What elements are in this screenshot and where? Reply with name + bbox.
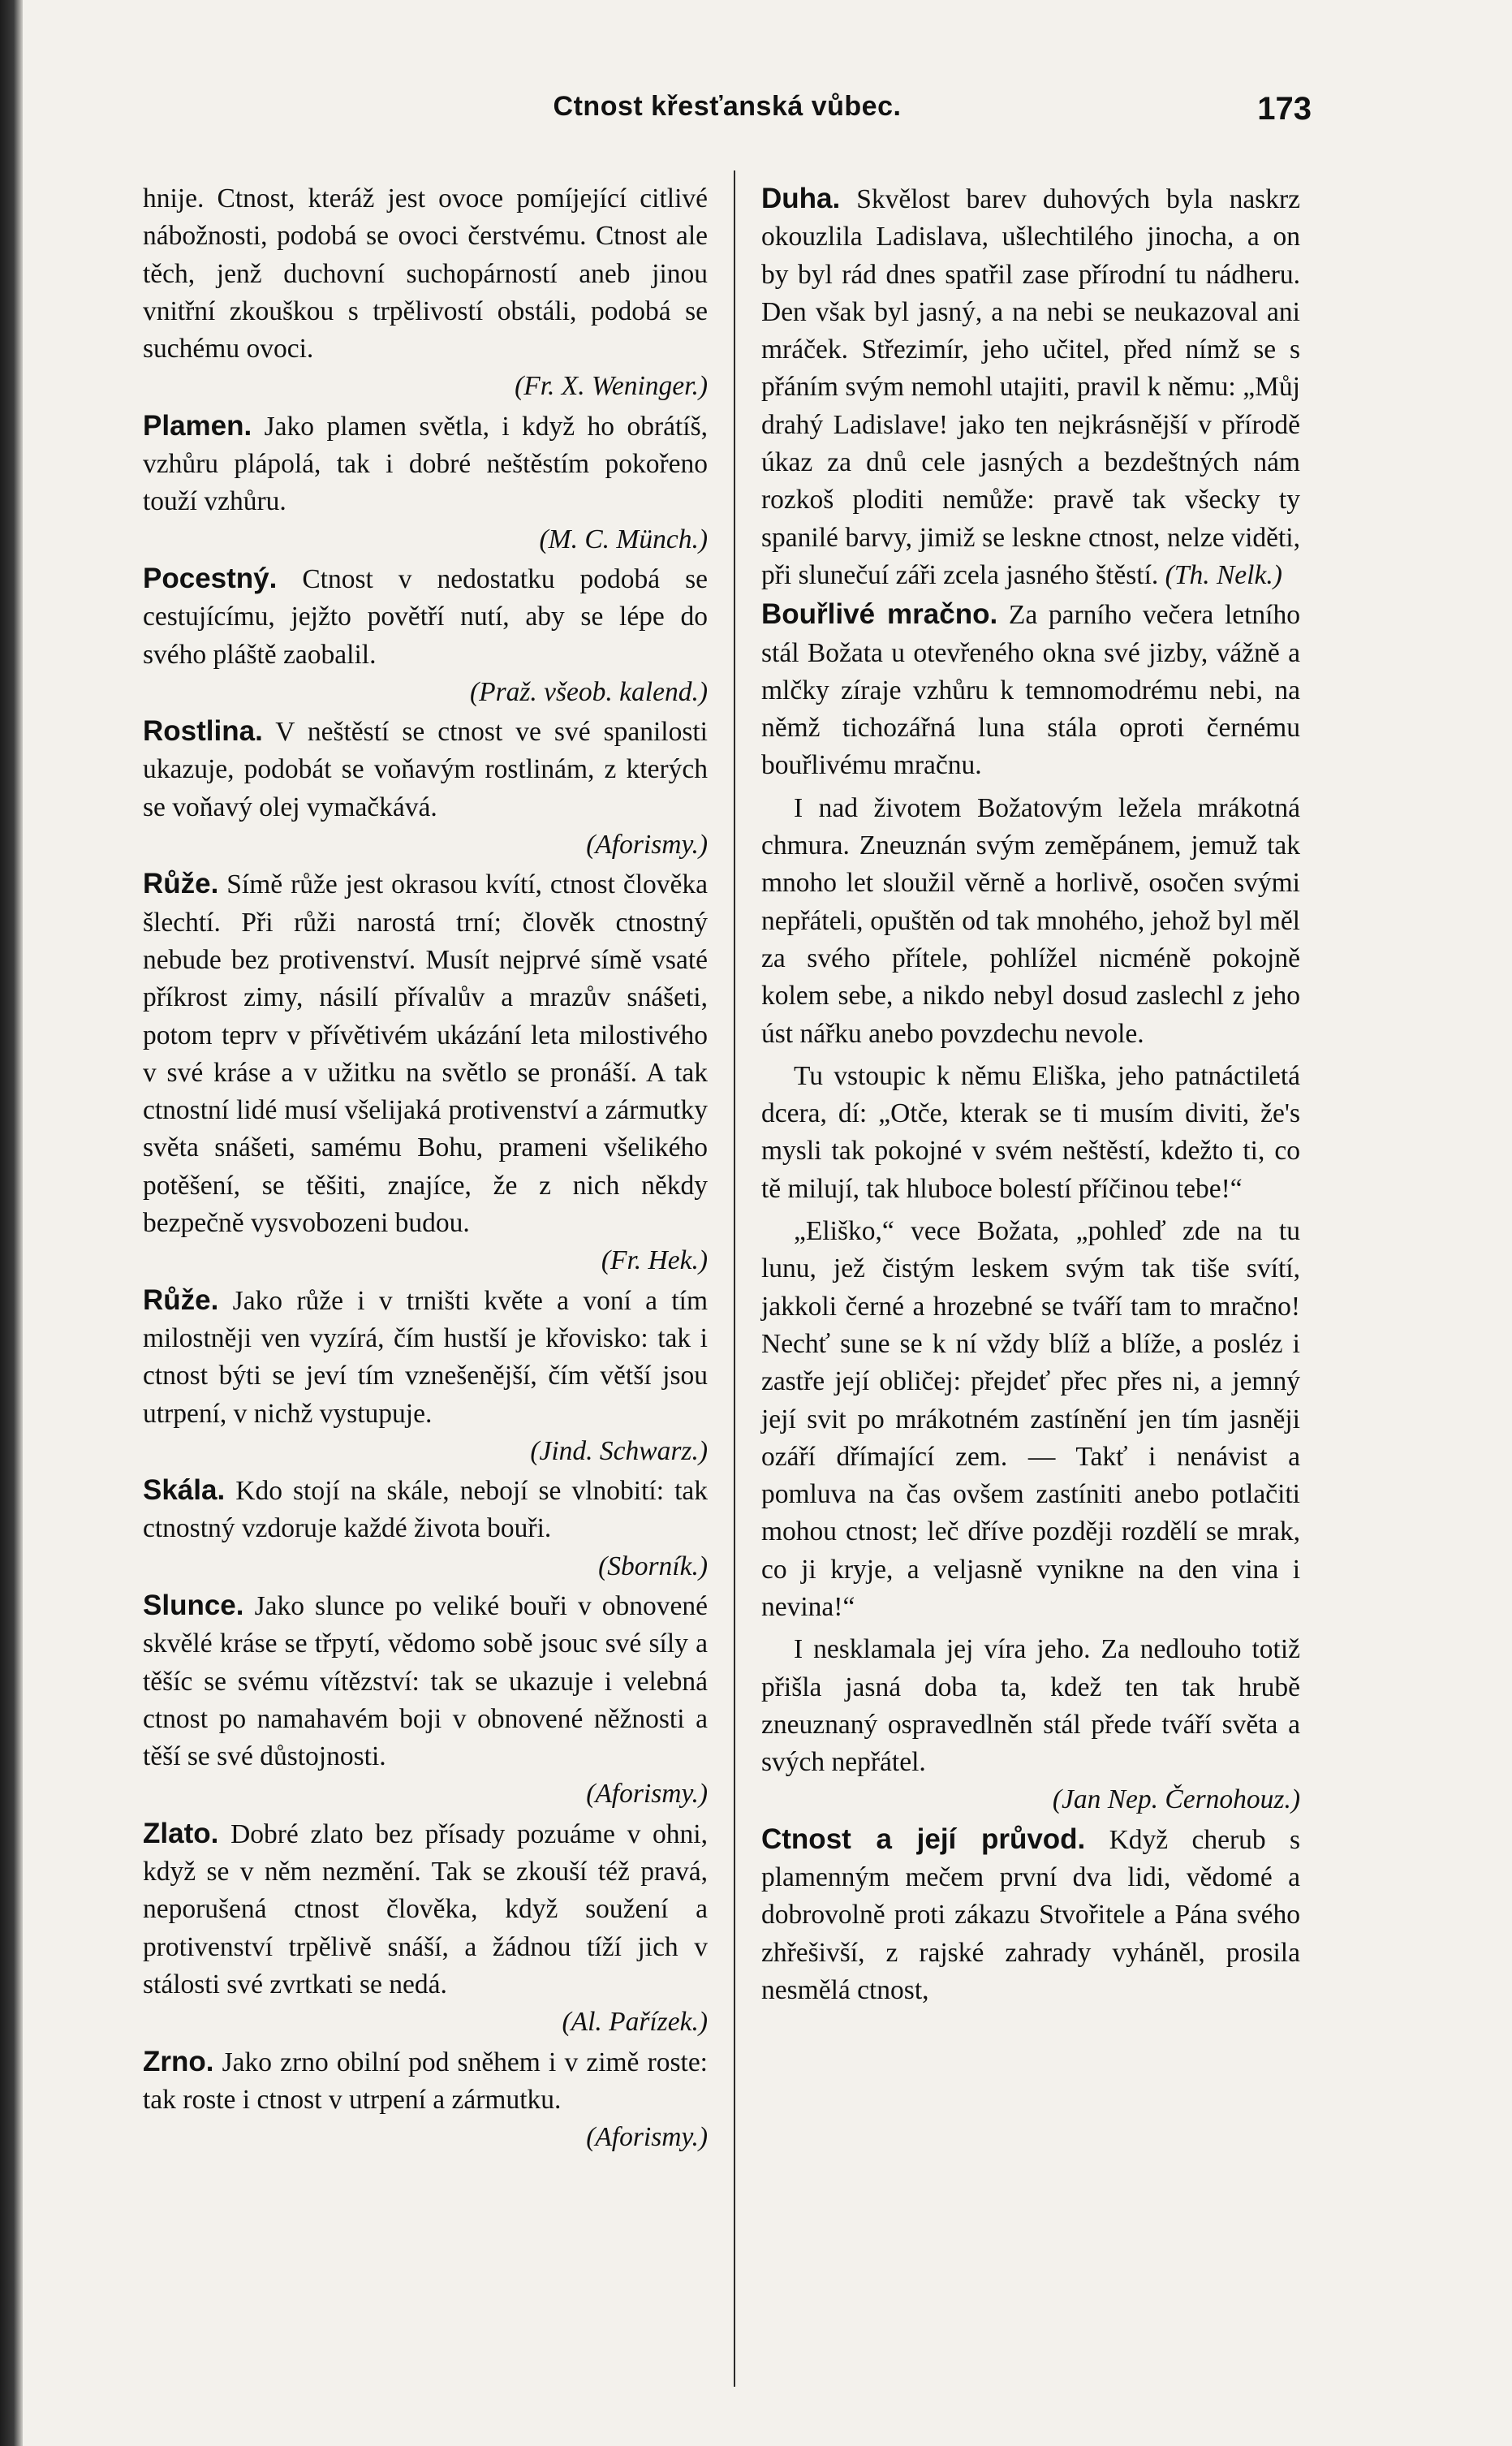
entry-zrno: [143, 2043, 708, 2157]
entry-source: (Fr. Hek.): [601, 1245, 708, 1276]
entry-zlato: [143, 1815, 708, 2042]
entry-term: Zlato.: [143, 1817, 219, 1849]
entry-source: (Aforismy.): [586, 830, 708, 861]
entry-source: (Praž. všeob. kalend.): [469, 676, 708, 707]
paragraph: [761, 596, 1300, 784]
entry-source: (Aforismy.): [586, 1779, 708, 1810]
column-divider: [734, 170, 735, 2387]
entry-text: Dobré zlato bez přísady pozuáme v ohni, když se v něm nezmění. Tak se zkouší též pravá, neporušená ctnost člověka, když soužení a protivenství trpělivě snáší, a žádnou tíží jich v stálosti své zvrtkati se nedá.: [143, 1818, 708, 2000]
paragraph: Tu vstoupic k němu Eliška, jeho patnáctiletá dcera, dí: „Otče, kterak se ti musím diviti, že's mysli tak pokojné v svém neštěstí, kdežto ti, co tě milují, tak hluboce bolestí příčinou tebe!“: [761, 1060, 1300, 1204]
entry-ruze-2: [143, 1282, 708, 1470]
entry-source: (Fr. X. Weninger.): [515, 371, 708, 402]
paragraph: „Eliško,“ vece Božata, „pohleď zde na tu lunu, jež čistým leskem svým tak tiše svítí, jakkoli černé a hrozebné se tváří tam to mračno! Nechť sune se k ní vždy blíž a blíže, a posléz i zastře její obličej: přejdeť přec přes ni, a jemný její svit po mrákotném zastínění jen tím jasněji ozáří dřímající zem. — Takť i nenávist a pomluva na čas ovšem zastíniti anebo potlačiti mohou ctnost; leč dříve později rozdělí se mrak, co ji kryje, a veljasně vynikne na den vina i nevina!“: [761, 1216, 1300, 1622]
entry-source: (Jan Nep. Černohouz.): [1052, 1784, 1300, 1815]
entry-pocestny: [143, 560, 708, 711]
entry-text: V neštěstí se ctnost ve své spanilosti ukazuje, podobát se voňavým rostlinám, z kterých se voňavý olej vymačkává.: [143, 717, 708, 822]
entry-term: Růže.: [143, 868, 219, 900]
entry-text: Skvělost barev duhových byla naskrz okouzlila Ladislava, ušlechtilého jinocha, a on by byl rád dnes spatřil zase přírodní tu nádheru. Den však byl jasný, a na nebi se neukazoval ani mráček. Střezimír, jeho učitel, před nímž se s přáním svým nemohl utajiti, pravil k němu: „Můj drahý Ladislave! jako ten nejkrásnější v přírodě úkaz za dnů cele jasných a bezdeštných nám rozkoš ploditi nemůže: pravě tak všecky ty spanilé barvy, jimiž se leskne ctnost, nelze viděti, při slunečuí záři zcela jasného štěstí.: [761, 184, 1300, 590]
entry-term: Duha.: [761, 183, 841, 214]
entry-slunce: [143, 1587, 708, 1814]
entry-source: (Sborník.): [598, 1551, 708, 1581]
right-column: [761, 180, 1300, 2009]
entry-source: (Jind. Schwarz.): [530, 1435, 708, 1466]
entry-rostlina: [143, 713, 708, 864]
paragraph: I nad životem Božatovým ležela mrákotná chmura. Zneuznán svým zeměpánem, jemuž tak mnoho let sloužil věrně a horlivě, osočen svými nepřáteli, opuštěn od tak mnohého, jehož byl měl za svého přítele, pohlížel nicméně pokojně kolem sebe, a nikdo nebyl dosud zaslechl z jeho úst nářku anebo povzdechu nevole.: [761, 792, 1300, 1049]
entry-term: Ctnost a její průvod.: [761, 1823, 1086, 1855]
running-title: Ctnost křesťanská vůbec.: [553, 91, 902, 122]
entry-term: Bouřlivé mračno.: [761, 598, 998, 631]
entry-ruze-1: [143, 865, 708, 1279]
entry-text: Símě růže jest okrasou kvítí, ctnost člověka šlechtí. Při růži narostá trní; člověk ctnostný nebude bez protivenství. Musít nejprvé símě vsaté příkrost zimy, násilí přívalův a mrazův snášeti, potom teprv v přívětivém ukázání leta milostivého v své kráse a v užitku na světlo se pronáší. A tak ctnostní lidé musí všelijaká protivenství a zármutky světa snášeti, samému Bohu, prameni všelikého potěšení, se těšiti, znajíce, že z nich někdy bezpečně vysvobozeni budou.: [143, 869, 708, 1239]
entry-source: (Aforismy.): [586, 2122, 708, 2153]
entry-duha: [761, 180, 1300, 594]
entry-source: (Al. Pařízek.): [562, 2007, 708, 2038]
entry-term: Skála.: [143, 1474, 226, 1507]
entry-text: Jako slunce po veliké bouři v obnovené skvělé kráse se třpytí, vědomo sobě jsouc své síly a těšíc se svému vítězství: tak se ukazuje i velebná ctnost po namahavém boji v obnovené něžnosti a těší se své důstojnosti.: [143, 1590, 709, 1772]
entry-source: (Th. Nelk.): [1165, 559, 1282, 590]
entry-text: Když cherub s plamenným mečem první dva lidi, vědomé a dobrovolně proti zákazu Stvořitele a Pána svého zhřešivší, z rajské zahrady vyháněl, prosila nesmělá ctnost,: [761, 1824, 1300, 2005]
entry-continuation: [143, 180, 708, 406]
entry-text: hnije. Ctnost, kteráž jest ovoce pomíjející citlivé nábožnosti, podobá se ovoci čerstvému. Ctnost ale těch, jenž duchovní suchopárností aneb jinou vnitřní zkouškou s trpělivostí obstáli, podobá se suchému ovoci.: [143, 183, 708, 365]
entry-term: Zrno.: [143, 2045, 214, 2077]
paragraph: [761, 1821, 1300, 2009]
paragraph: I nesklamala jej víra jeho. Za nedlouho totiž přišla jasná doba ta, kdež ten tak hrubě zneuznaný ospravedlněn stál přede tváří světa a svých nepřátel.: [761, 1634, 1300, 1778]
entry-text: Jako plamen světla, i když ho obrátíš, vzhůru plápolá, tak i dobré neštěstím pokořeno touží vzhůru.: [143, 411, 708, 517]
entry-plamen: [143, 408, 708, 559]
entry-text: Jako zrno obilní pod sněhem i v zimě roste: tak roste i ctnost v utrpení a zármutku.: [143, 2047, 708, 2115]
entry-ctnost-a-jeji-pruvod: [761, 1821, 1300, 2009]
page-edge-shadow: [0, 0, 23, 2446]
entry-text: Jako růže i v trništi květe a voní a tím milostněji ven vyzírá, čím hustší je křovisko: tak i ctnost býti se jeví tím vznešenější, čím větší jsou utrpení, v nichž vystupuje.: [143, 1285, 709, 1429]
entry-term: Plamen.: [143, 409, 252, 442]
entry-term: Růže.: [143, 1283, 219, 1316]
left-column: [143, 180, 708, 2156]
entry-skala: [143, 1472, 708, 1585]
entry-term: Slunce.: [143, 1589, 244, 1621]
entry-text: Za parního večera letního stál Božata u otevřeného okna své jizby, vážně a mlčky zíraje vzhůru k temnomodrému nebi, na němž tichozářná luna stála oproti černému bouřlivému mračnu.: [761, 600, 1300, 781]
entry-bourlive-mracno: [761, 596, 1300, 1819]
entry-text: Ctnost v nedostatku podobá se cestujícímu, jejžto povětří nutí, aby se lépe do svého pláště zaobalil.: [143, 563, 708, 670]
entry-term: Pocestný.: [143, 562, 278, 594]
page-header: [143, 91, 1312, 140]
page-number: 173: [1257, 91, 1312, 127]
entry-term: Rostlina.: [143, 715, 263, 748]
entry-source: (M. C. Münch.): [539, 524, 708, 554]
paragraph: [761, 180, 1300, 594]
entry-text: Kdo stojí na skále, nebojí se vlnobití: tak ctnostný vzdoruje každé života bouři.: [143, 1476, 708, 1544]
